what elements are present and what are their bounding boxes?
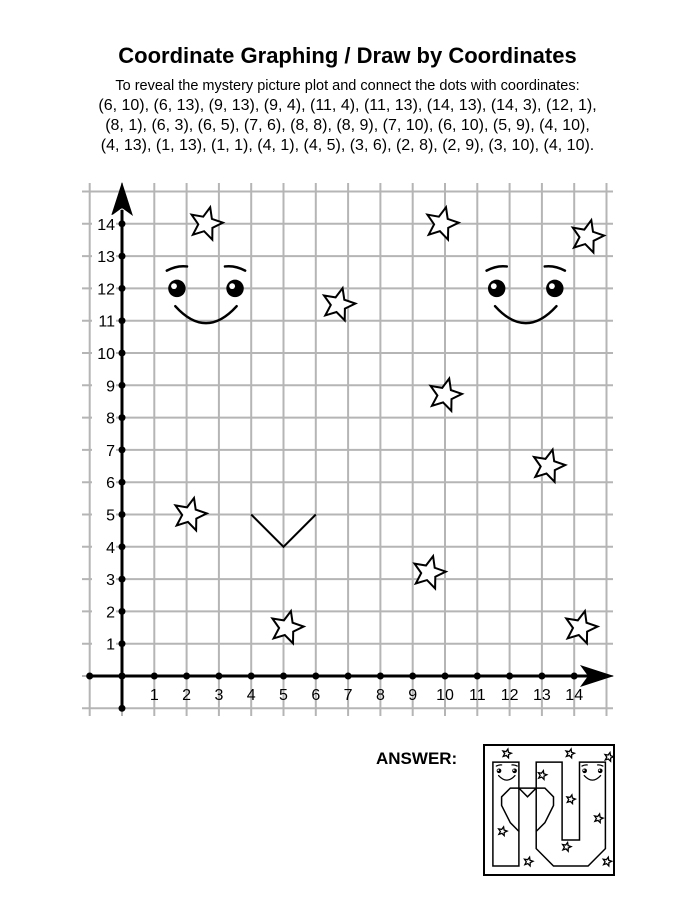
y-tick-label: 7	[106, 442, 115, 460]
y-axis-point	[119, 382, 126, 389]
x-axis-point	[345, 673, 352, 680]
eye-highlight	[599, 769, 601, 771]
y-axis-point	[119, 543, 126, 550]
x-axis-point	[248, 673, 255, 680]
x-tick-label: 12	[500, 687, 519, 704]
y-axis-point	[119, 511, 126, 518]
y-tick-label: 13	[97, 249, 115, 267]
smiley-face-icon	[167, 266, 245, 323]
x-axis-point	[442, 673, 449, 680]
eye-highlight	[583, 769, 585, 771]
y-axis-point	[119, 640, 126, 647]
x-tick-label: 6	[311, 687, 321, 704]
eye-highlight	[229, 283, 235, 289]
y-axis-point	[119, 285, 126, 292]
y-tick-label: 4	[106, 539, 115, 557]
eye-highlight	[549, 283, 555, 289]
x-tick-label: 5	[279, 687, 288, 704]
y-axis-point	[119, 479, 126, 486]
y-axis-point	[119, 576, 126, 583]
eye	[598, 768, 603, 773]
y-tick-label: 10	[97, 346, 115, 363]
y-axis-point	[119, 253, 126, 260]
eyebrow	[167, 266, 187, 270]
page-title: Coordinate Graphing / Draw by Coordinates	[118, 43, 577, 68]
x-axis-point	[86, 673, 93, 680]
eye-highlight	[491, 283, 497, 289]
eye	[582, 768, 587, 773]
instructions: To reveal the mystery picture plot and connect the dots with coordinates:	[115, 78, 580, 94]
y-tick-label: 2	[106, 604, 115, 622]
x-tick-label: 10	[436, 687, 454, 704]
star-icon	[272, 611, 303, 643]
star-icon	[534, 450, 565, 482]
y-axis-point	[119, 317, 126, 324]
x-axis-point	[280, 673, 287, 680]
eye	[488, 280, 505, 297]
eye	[497, 768, 502, 773]
y-axis-point	[119, 705, 126, 712]
x-tick-label: 11	[468, 687, 486, 704]
x-axis-point	[571, 673, 578, 680]
x-axis-point	[409, 673, 416, 680]
x-tick-label: 7	[343, 687, 353, 704]
y-axis-point	[119, 220, 126, 227]
eyebrow	[545, 266, 565, 270]
y-tick-label: 8	[106, 410, 115, 428]
star-icon	[566, 611, 597, 643]
smiley-face-icon	[487, 266, 565, 323]
eye	[546, 280, 563, 297]
eye-highlight	[497, 769, 499, 771]
star-icon	[324, 288, 355, 320]
answer-label: ANSWER:	[376, 749, 458, 768]
y-tick-label: 12	[97, 281, 115, 299]
eye	[512, 768, 517, 773]
eye	[168, 280, 185, 297]
x-tick-label: 14	[565, 687, 584, 704]
x-axis-point	[538, 673, 545, 680]
y-tick-label: 5	[106, 507, 115, 525]
answer-thumbnail	[484, 745, 614, 875]
y-axis-point	[119, 608, 126, 615]
y-tick-label: 1	[106, 636, 115, 654]
star-icon	[415, 556, 446, 588]
x-axis-point	[506, 673, 513, 680]
x-tick-label: 9	[408, 687, 418, 704]
x-tick-label: 2	[182, 687, 192, 704]
x-tick-label: 4	[246, 687, 256, 704]
star-icon	[573, 220, 604, 252]
y-tick-label: 9	[106, 378, 115, 396]
y-tick-label: 6	[106, 475, 115, 493]
x-axis-point	[151, 673, 158, 680]
x-axis-point	[377, 673, 384, 680]
x-axis-point	[312, 673, 319, 680]
y-axis-point	[119, 446, 126, 453]
eyebrow	[487, 266, 507, 270]
x-axis-point	[215, 673, 222, 680]
y-axis-point	[119, 673, 126, 680]
x-axis-point	[474, 673, 481, 680]
y-axis-point	[119, 414, 126, 421]
y-tick-label: 3	[106, 572, 115, 590]
coordinate-line: (4, 13), (1, 13), (1, 1), (4, 1), (4, 5), (3, 6), (2, 8), (2, 9), (3, 10), (4, 10).	[100, 137, 595, 154]
eye-highlight	[513, 769, 515, 771]
y-axis-point	[119, 350, 126, 357]
x-axis-point	[183, 673, 190, 680]
eye-highlight	[171, 283, 177, 289]
x-tick-label: 1	[149, 687, 159, 704]
y-tick-label: 11	[98, 313, 115, 331]
x-tick-label: 13	[533, 687, 551, 704]
y-tick-label: 14	[97, 216, 115, 234]
eyebrow	[225, 266, 245, 270]
x-tick-label: 8	[375, 687, 385, 704]
eye	[226, 280, 243, 297]
star-icon	[431, 379, 462, 411]
x-tick-label: 3	[214, 687, 224, 704]
coordinate-line: (8, 1), (6, 3), (6, 5), (7, 6), (8, 8), (8, 9), (7, 10), (6, 10), (5, 9), (4, 10),	[105, 117, 590, 134]
coordinate-line: (6, 10), (6, 13), (9, 13), (9, 4), (11, 4), (11, 13), (14, 13), (14, 3), (12, 1),	[98, 97, 597, 114]
